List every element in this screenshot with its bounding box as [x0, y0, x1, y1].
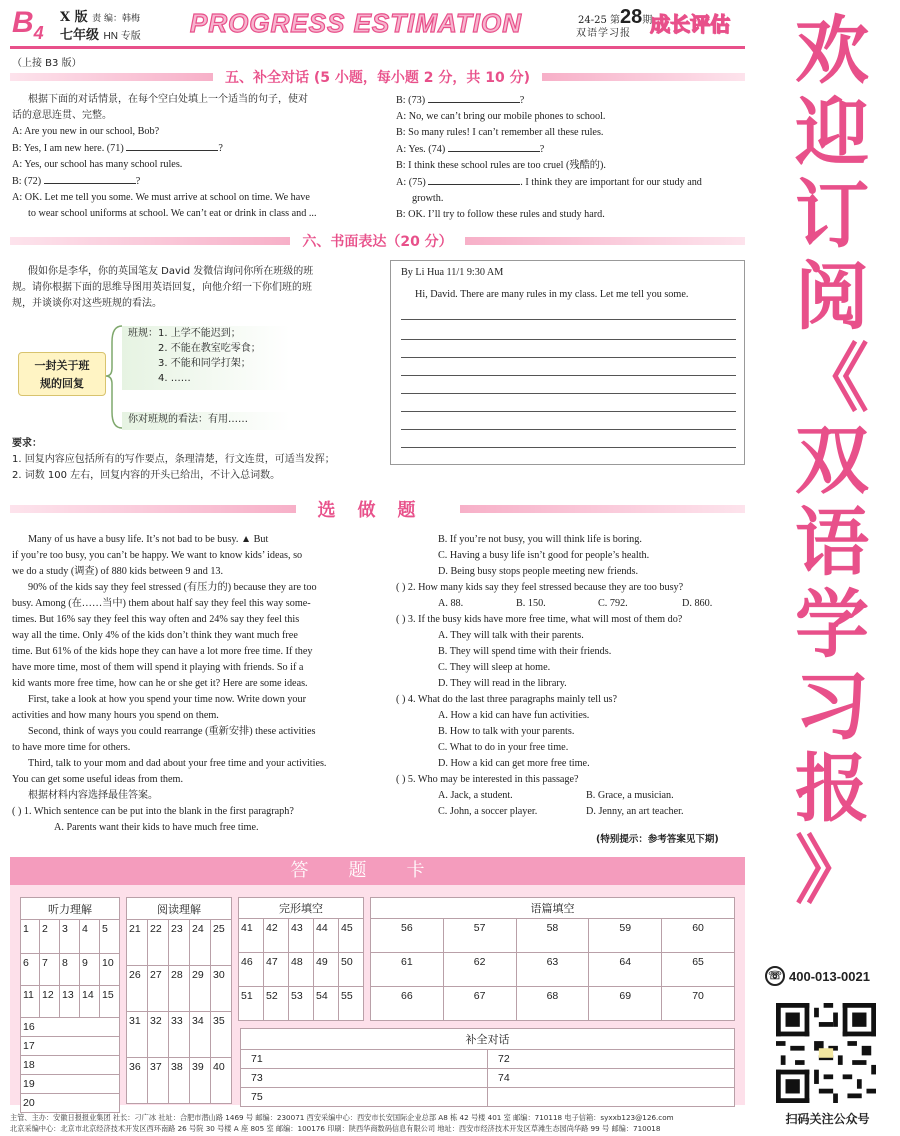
issue-number: 24-25 第28期 — [578, 6, 653, 28]
reading-grid[interactable]: 阅读理解 21 22 23 24 25 26 27 28 29 30 31 32 33 34 35 36 37 38 39 40 — [126, 897, 232, 1104]
mindmap-rules: 班规：1. 上学不能迟到； 2. 不能在教室吃零食； 3. 不能和同学打架； 4. …… — [122, 326, 290, 390]
sec6-prompt: 假如你是李华，你的英国笔友 David 发微信询问你所在班级的班 规。请你根据下面的思维导图用英语回复，向他介绍一下你们班的班 规，并谈谈你对这些班规的看法。 — [12, 266, 314, 309]
answer-card — [10, 885, 745, 1109]
progress-estimation-title: PROGRESS ESTIMATION — [190, 8, 522, 38]
publisher-footer: 主管、主办：安徽日报报业集团 社长：刁广冰 社址：合肥市潜山路 1469 号 邮编：230071 西安采编中心：西安市长安国际企业总部 A8 栋 42 号楼 401 室 邮编：710118 电子信箱：syxxb123@126.com 北京采编中心：北京市北京经济技术开发区西环南路 26 号院 30 号楼 A 座 805 室 邮编：100176 印刷：陕西华商数码信息有限公司 地址：西安市经济技术开发区草滩生态园尚华路 99 号 邮编：710018 — [10, 1113, 674, 1133]
edition-badge: $B_4$ — [12, 6, 44, 43]
header-rule — [10, 46, 745, 49]
sec5-dialog-right: B: (73) ? A: No, we can’t bring our mobile phones to school. B: So many rules! I can’t remember all these rules. A: Yes. (74) ? B: I think these school rules are too cruel (残酷的). A: (75) . I think they are important for our study and growth. B: OK. I’ll try to follow these rules and study hard. — [396, 92, 702, 223]
reading-passage: Many of us have a busy life. It’s not bad to be busy. ▲ But if you’re too busy, you can’t be happy. We want to know kids’ ideas, so we do a study (调查) of 880 kids between 9 and 13. 90% of the kids say they feel stressed (有压力的) because they are too busy. Among (在……当中) them about half say they feel this way some- times. But 16% say they feel this way often and 24% say they feel this way all the time. Only 4% of the kids don’t think they want much free time. But 61% of the kids hope they can have a lot more free time. If they have more time, most of them will spend it playing with friends. So if a kid wants more free time, how can he or she get it? Here are some ideas. First, take a look at how you spend your time now. Write down your activities and how many hours you spend on them. Second, think of ways you could rearrange (重新安排) these activities to have more time for others. Third, talk to your mom and dad about your free time and your activities. You can get some useful ideas from them. 根据材料内容选择最佳答案。 ( ) 1. Which sentence can be put into the blank in the first paragraph? A. Parents want their kids to have much free time. — [12, 534, 327, 833]
letter-header: By Li Hua 11/1 9:30 AM — [401, 267, 504, 278]
growth-title: 成长评估 — [650, 12, 730, 36]
sec5-dialog-left: A: Are you new in our school, Bob? B: Yes, I am new here. (71) ? A: Yes, our school has many school rules. B: (72) ? A: OK. Let me tell you some. We must arrive at school on time. We have to wear school uniforms at school. We can’t eat or drink in class and ... — [12, 126, 317, 219]
dialog-fill-grid[interactable]: 补全对话 71 72 73 74 75 — [240, 1028, 735, 1107]
edition-info: X 版 责 编：韩梅 — [60, 10, 141, 25]
sec5-intro: 根据下面的对话情景，在每个空白处填上一个适当的句子，使对 话的意思连贯、完整。 — [12, 94, 308, 121]
optional-section-header: 选做题 — [10, 496, 745, 522]
subscribe-slogan: 欢 迎 订 阅 《 双 语 学 习 报 》 — [795, 8, 869, 914]
letter-opening: Hi, David. There are many rules in my class. Let me tell you some. — [415, 289, 689, 300]
qr-code-icon[interactable] — [776, 1003, 876, 1103]
listening-grid[interactable]: 听力理解 1 2 3 4 5 6 7 8 9 10 11 12 13 14 15 16 17 18 19 20 — [20, 897, 120, 1113]
paper-name: 双语学习报 — [576, 28, 631, 39]
cloze-grid[interactable]: 完形填空 41 42 43 44 45 46 47 48 49 50 51 52 53 54 55 — [238, 897, 364, 1021]
phone-icon: ☏ — [765, 966, 785, 986]
answer-card-title: 答题卡 — [10, 857, 745, 885]
grade-info: 七年级 HN 专版 — [60, 28, 141, 43]
mindmap-opinion: 你对班规的看法：有用…… — [122, 412, 290, 430]
requirements-title: 要求： — [12, 438, 42, 449]
mindmap-center: 一封关于班 规的回复 — [18, 352, 106, 396]
requirements-list: 1. 回复内容应包括所有的写作要点，条理清楚，行文连贯，可适当发挥； 2. 词数 100 左右，回复内容的开头已给出，不计入总词数。 — [12, 454, 335, 481]
section-6-header: 六、书面表达（20 分） — [10, 230, 745, 252]
phone-number: ☏ 400-013-0021 — [765, 966, 895, 986]
letter-answer-box[interactable] — [390, 260, 745, 465]
answer-tip: (特别提示：参考答案见下期) — [596, 834, 719, 845]
scan-follow-label: 扫码关注公众号 — [785, 1112, 870, 1126]
passage-fill-grid[interactable]: 语篇填空 56 57 58 59 60 61 62 63 64 65 66 67 68 69 70 — [370, 897, 735, 1021]
continued-note: （上接 B3 版） — [12, 58, 82, 69]
section-5-header: 五、补全对话 (5 小题，每小题 2 分，共 10 分) — [10, 66, 745, 88]
questions-right: B. If you’re not busy, you will think life is boring. C. Having a busy life isn’t good for people’s health. D. Being busy stops people meeting new friends. ( ) 2. How many kids say they feel stressed because they are too busy? A. 88. B. 150. C. 792. D. 860. ( ) 3. If the busy kids have more free time, what will most of them do? A. They will talk with their parents. B. They will spend time with their friends. C. They will sleep at home. D. They will read in the library. ( ) 4. What do the last three paragraphs mainly tell us? A. How a kid can have fun activities. B. How to talk with your parents. C. What to do in your free time. D. How a kid can get more free time. ( ) 5. Who may be interested in this passage? A. Jack, a student. B. Grace, a musician. C. John, a soccer player. D. Jenny, an art teacher. — [396, 534, 713, 817]
